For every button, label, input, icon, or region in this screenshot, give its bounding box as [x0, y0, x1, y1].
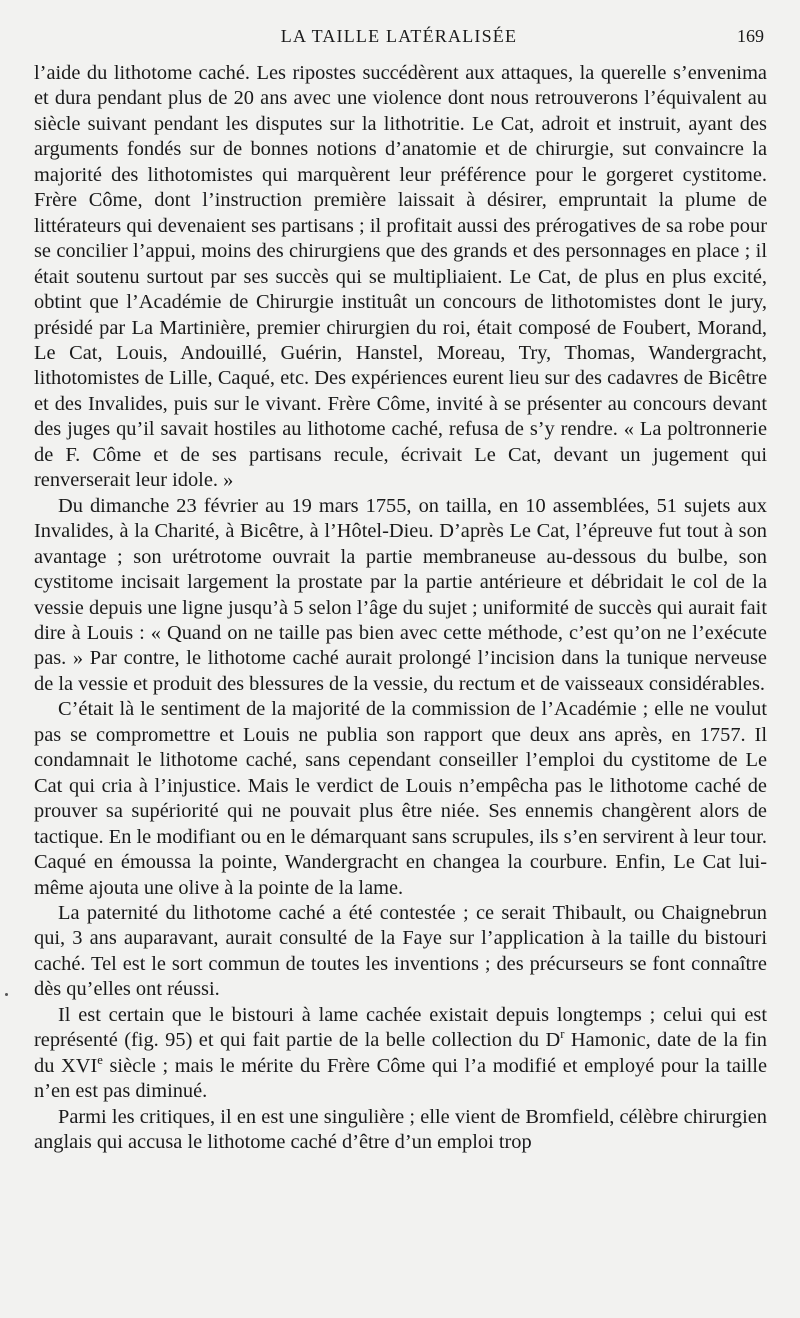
paragraph-3: C’était là le sentiment de la majorité de la commission de l’Académie ; elle ne voulut pas se compromettre et Louis ne publia son rapport que deux ans après, en 1757. Il condamnait le lithotome caché, sans cependant conseiller l’emploi du cystitome de Le Cat qui cria à l’injustice. Mais le verdict de Louis n’empêcha pas le lithotome caché de prouver sa supériorité qui ne pouvait plus être niée. Ses ennemis changèrent alors de tactique. En le modifiant ou en le démarquant sans scrupules, ils s’en servirent à leur tour. Caqué en émoussa la pointe, Wandergracht en changea la courbure. Enfin, Le Cat lui-même ajouta une olive à la pointe de la lame. [34, 698, 767, 899]
page-number: 169 [737, 26, 764, 46]
doctor-abbrev-sup: r [560, 1027, 565, 1042]
body-text [34, 61, 767, 1155]
paragraph-4: La paternité du lithotome caché a été contestée ; ce serait Thibault, ou Chaignebrun qui, 3 ans auparavant, aurait consulté de la Faye sur l’application à la taille du bistouri caché. Tel est le sort commun de toutes les inventions ; des précurseurs se font connaître dès qu’elles ont réussi. [34, 901, 767, 1001]
paragraph-5-part-1: Il est certain que le bistouri à lame cachée existait depuis longtemps ; celui qui est représenté (fig. 95) et qui fait partie de la belle collection du D [34, 1003, 767, 1052]
paragraph-2: Du dimanche 23 février au 19 mars 1755, on tailla, en 10 assemblées, 51 sujets aux Invalides, à la Charité, à Bicêtre, à l’Hôtel-Dieu. D’après Le Cat, l’épreuve fut tout à son avantage ; son urétrotome ouvrait la partie membraneuse au-dessous du bulbe, son cystitome incisait largement la prostate par la partie antérieure et débridait le col de la vessie depuis une ligne jusqu’à 5 selon l’âge du sujet ; uniformité de succès qui aurait fait dire à Louis : « Quand on ne taille pas bien avec cette méthode, c’est qu’on ne l’exécute pas. » Par contre, le lithotome caché aurait prolongé l’incision dans la tunique nerveuse de la vessie et produit des blessures de la vessie, du rectum et de vaisseaux considérables. [34, 494, 767, 695]
running-header [34, 26, 764, 50]
running-title: LA TAILLE LATÉRALISÉE [280, 26, 518, 46]
century-numeral: XVI [61, 1054, 98, 1077]
paragraph-5-part-2: Hamonic, date de la fin du [34, 1029, 767, 1077]
century-ordinal-sup: e [97, 1052, 103, 1067]
margin-speck [5, 993, 8, 996]
paragraph-5-part-3: siècle ; mais le mérite du Frère Côme qui l’a modifié et employé pour la taille n’en est pas diminué. [34, 1054, 767, 1103]
paragraph-6: Parmi les critiques, il en est une singulière ; elle vient de Bromfield, célèbre chirurgien anglais qui accusa le lithotome caché d’être d’un emploi trop [34, 1105, 767, 1154]
paragraph-1: l’aide du lithotome caché. Les ripostes succédèrent aux attaques, la querelle s’envenima et dura pendant plus de 20 ans avec une violence dont nous retrouverons l’équivalent au siècle suivant pendant les disputes sur la lithotritie. Le Cat, adroit et instruit, ayant des arguments fondés sur de bonnes notions d’anatomie et de chirurgie, sut convaincre la majorité des lithotomistes qui marquèrent leur préférence pour le gorgeret cystitome. Frère Côme, dont l’instruction première laissait à désirer, empruntait la plume de littérateurs qui devenaient ses partisans ; il profitait aussi des prérogatives de sa robe pour se concilier l’appui, moins des chirurgiens que des grands et des personnages en place ; il était soutenu surtout par ses succès qui se multipliaient. Le Cat, de plus en plus excité, obtint que l’Académie de Chirurgie instituât un concours de lithotomistes dont le jury, présidé par La Martinière, premier chirurgien du roi, était composé de Foubert, Morand, Le Cat, Louis, Andouillé, Guérin, Hanstel, Moreau, Try, Thomas, Wandergracht, lithotomistes de Lille, Caqué, etc. Des expériences eurent lieu sur des cadavres de Bicêtre et des Invalides, puis sur le vivant. Frère Côme, invité à se présenter au concours devant des juges qu’il savait hostiles au lithotome caché, refusa de s’y rendre. « La poltronnerie de F. Côme et de ses partisans recule, écrivait Le Cat, devant un jugement qui renverserait leur idole. » [34, 62, 767, 492]
paragraph-5 [34, 1003, 767, 1105]
